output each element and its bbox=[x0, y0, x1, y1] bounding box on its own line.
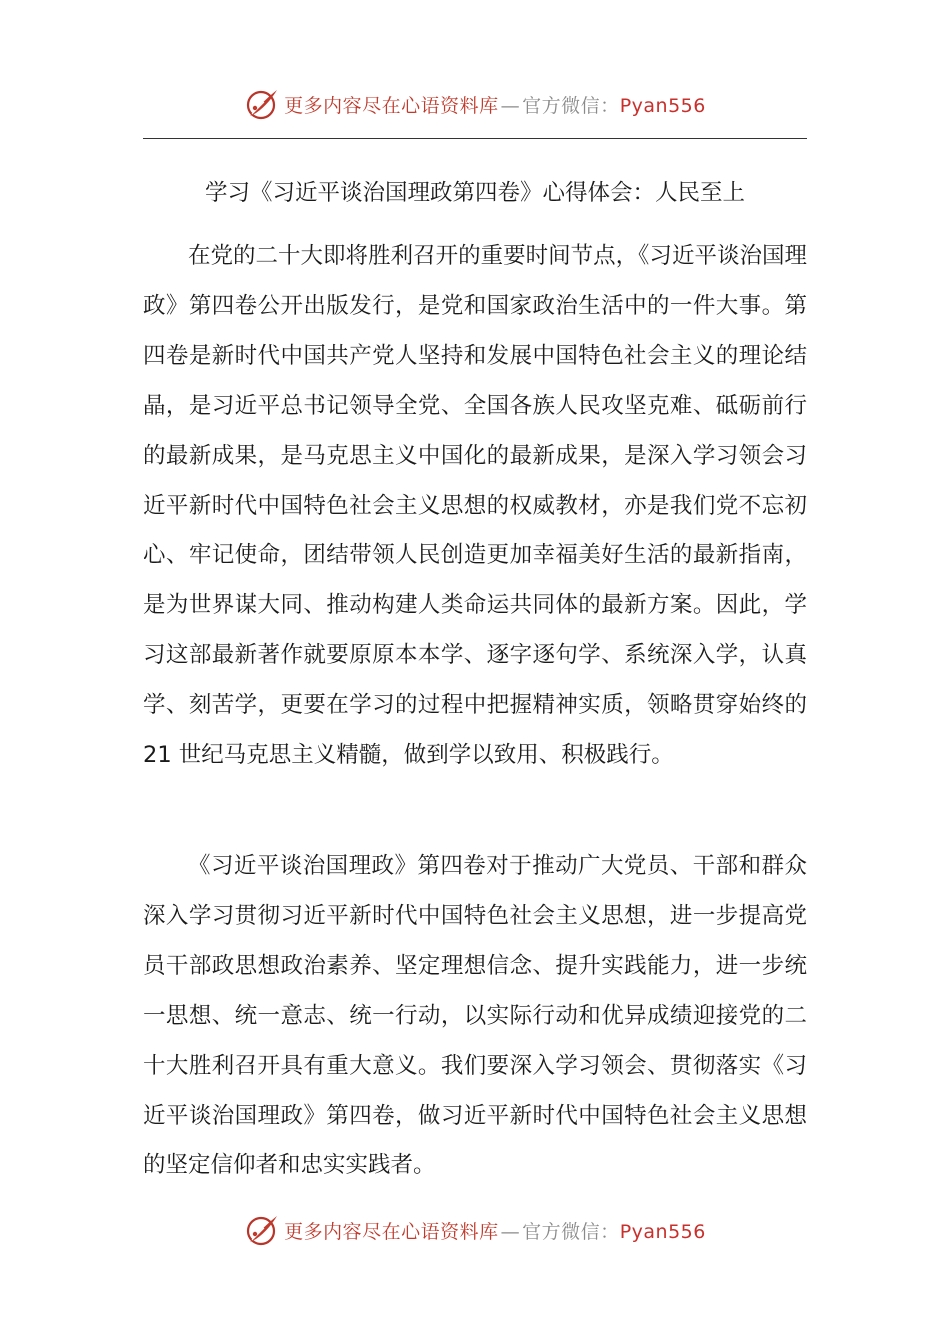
header-brand: 更多内容尽在心语资料库 bbox=[284, 94, 499, 117]
header-banner[interactable] bbox=[0, 82, 950, 126]
footer-dash: — bbox=[500, 1220, 521, 1243]
quill-pen-logo-icon bbox=[244, 1212, 280, 1248]
footer-banner-text bbox=[284, 1217, 706, 1244]
header-wechat-id: Pyan556 bbox=[619, 94, 706, 117]
header-dash: — bbox=[500, 94, 521, 117]
footer-wechat-id: Pyan556 bbox=[619, 1220, 706, 1243]
footer-banner[interactable] bbox=[0, 1208, 950, 1252]
header-banner-text bbox=[284, 91, 706, 118]
header-divider bbox=[143, 138, 807, 139]
footer-brand: 更多内容尽在心语资料库 bbox=[284, 1220, 499, 1243]
body-paragraph-2: 《习近平谈治国理政》第四卷对于推动广大党员、干部和群众深入学习贯彻习近平新时代中国特色社会主义思想，进一步提高党员干部政思想政治素养、坚定理想信念、提升实践能力，进一步统一思想、统一意志、统一行动，以实际行动和优异成绩迎接党的二十大胜利召开具有重大意义。我们要深入学习领会、贯彻落实《习近平谈治国理政》第四卷，做习近平新时代中国特色社会主义思想的坚定信仰者和忠实实践者。 bbox=[143, 853, 807, 1179]
body-paragraph-1: 在党的二十大即将胜利召开的重要时间节点，《习近平谈治国理政》第四卷公开出版发行，是党和国家政治生活中的一件大事。第四卷是新时代中国共产党人坚持和发展中国特色社会主义的理论结晶，是习近平总书记领导全党、全国各族人民攻坚克难、砥砺前行的最新成果，是马克思主义中国化的最新成果，是深入学习领会习近平新时代中国特色社会主义思想的权威教材，亦是我们党不忘初心、牢记使命，团结带领人民创造更加幸福美好生活的最新指南，是为世界谋大同、推动构建人类命运共同体的最新方案。因此，学习这部最新著作就要原原本本学、逐字逐句学、系统深入学，认真学、刻苦学，更要在学习的过程中把握精神实质，领略贯穿始终的 21 世纪马克思主义精髓，做到学以致用、积极践行。 bbox=[143, 243, 807, 769]
footer-wechat-label: 官方微信： bbox=[522, 1220, 620, 1243]
quill-pen-logo-icon bbox=[244, 86, 280, 122]
header-wechat-label: 官方微信： bbox=[522, 94, 620, 117]
document-title: 学习《习近平谈治国理政第四卷》心得体会：人民至上 bbox=[204, 180, 745, 206]
